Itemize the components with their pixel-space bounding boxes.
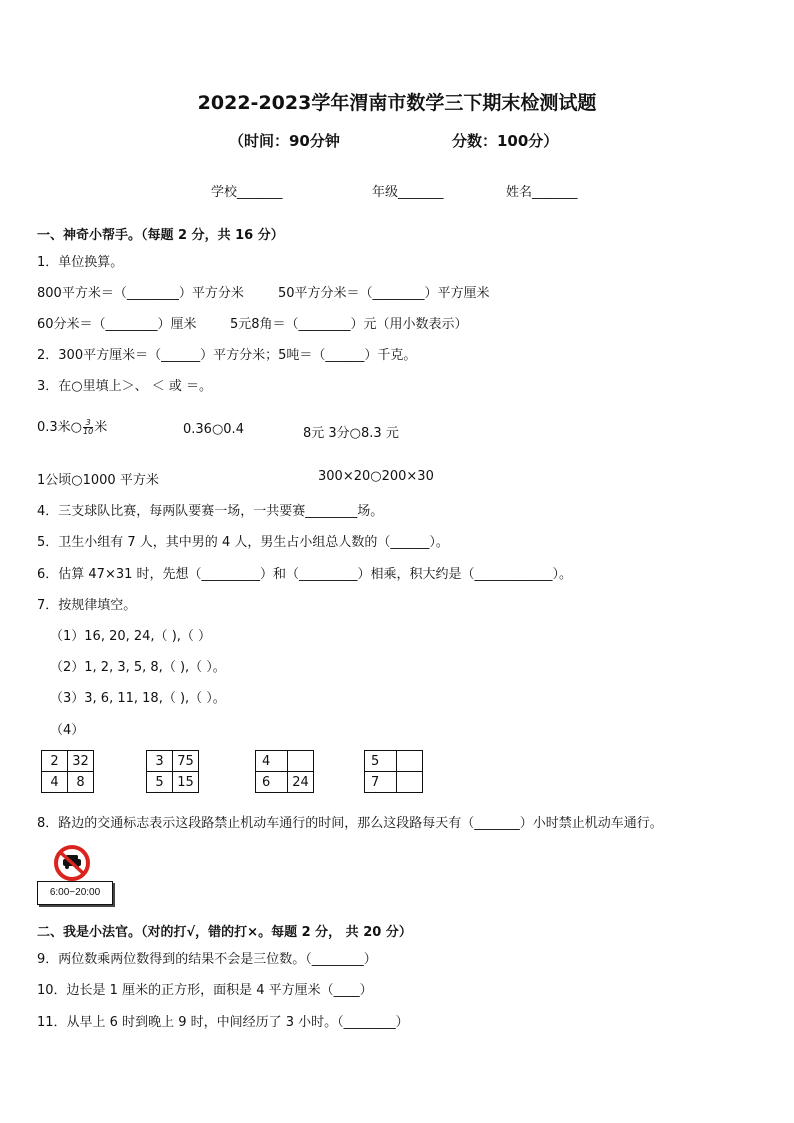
question-3a [37,416,107,436]
question-3c: 8元 3分○8.3 元 [303,426,399,441]
number-grid-2 [146,750,199,793]
question-9: 9．两位数乘两位数得到的结果不会是三位数。（________） [37,952,377,967]
question-6: 6．估算 47×31 时，先想（_________）和（_________）相乘，积大约是（____________）。 [37,567,573,582]
question-4: 4．三支球队比赛，每两队要赛一场，一共要赛________场。 [37,504,384,519]
compare-3a-unit: 米 [94,420,108,435]
name-field[interactable]: 姓名_______ [506,185,578,200]
grid-cell: 3 [147,751,173,772]
fraction-numerator: 3 [83,419,93,428]
question-7: 7．按规律填空。 [37,598,137,613]
fraction-denominator: 10 [83,427,94,436]
question-1b: 50平方分米＝（________）平方厘米 [278,286,490,301]
grid-cell: 15 [173,772,199,793]
grid-cell-empty[interactable] [288,751,314,772]
question-5: 5．卫生小组有 7 人，其中男的 4 人，男生占小组总人数的（______）。 [37,535,449,550]
question-1: 1．单位换算。 [37,255,124,270]
question-7-2: （2）1, 2, 3, 5, 8,（ ),（ ）。 [50,660,226,675]
question-3b: 0.36○0.4 [183,422,244,437]
number-grid-1 [41,750,94,793]
number-grid-3 [255,750,314,793]
grid-cell: 5 [147,772,173,793]
section-1-heading: 一、神奇小帮手。（每题 2 分，共 16 分） [37,228,284,243]
no-motor-vehicle-sign-icon [52,845,92,881]
school-field[interactable]: 学校_______ [211,185,283,200]
question-3: 3．在○里填上＞、 ＜ 或 ＝。 [37,379,213,394]
fraction [83,419,93,436]
question-7-1: （1）16, 20, 24,（ ),（ ） [50,629,212,644]
question-7-4: （4） [50,723,85,738]
grid-cell: 24 [288,772,314,793]
section-2-heading: 二、我是小法官。（对的打√，错的打×。每题 2 分， 共 20 分） [37,925,412,940]
grid-cell: 4 [42,772,68,793]
question-1a: 800平方米＝（________）平方分米 [37,286,244,301]
grid-cell: 32 [68,751,94,772]
exam-time: （时间：90分钟 [229,132,340,150]
grid-cell: 8 [68,772,94,793]
question-3e: 300×20○200×30 [318,469,434,484]
question-2: 2．300平方厘米＝（______）平方分米；5吨＝（______）千克。 [37,348,417,363]
traffic-sign [37,845,113,907]
grid-cell: 7 [365,772,397,793]
page-title: 2022-2023学年渭南市数学三下期末检测试题 [197,92,597,114]
exam-score: 分数：100分） [452,132,559,150]
number-grid-4 [364,750,423,793]
question-3d: 1公顷○1000 平方米 [37,473,159,488]
grid-cell: 4 [256,751,288,772]
compare-3a-left: 0.3米○ [37,420,83,435]
grid-cell-empty[interactable] [397,751,423,772]
question-8: 8．路边的交通标志表示这段路禁止机动车通行的时间，那么这段路每天有（_______）小时禁止机动车通行。 [37,816,663,831]
grid-cell: 6 [256,772,288,793]
grid-cell: 2 [42,751,68,772]
grid-cell: 5 [365,751,397,772]
question-7-3: （3）3, 6, 11, 18,（ ),（ ）。 [50,691,226,706]
question-11: 11．从早上 6 时到晚上 9 时，中间经历了 3 小时。（________） [37,1015,409,1030]
grade-field[interactable]: 年级_______ [372,185,444,200]
question-1c: 60分米＝（________）厘米 [37,317,197,332]
grid-cell-empty[interactable] [397,772,423,793]
question-1d: 5元8角＝（________）元（用小数表示） [230,317,468,332]
sign-time-label: 6:00~20:00 [37,881,113,905]
question-10: 10．边长是 1 厘米的正方形，面积是 4 平方厘米（____） [37,983,373,998]
grid-cell: 75 [173,751,199,772]
